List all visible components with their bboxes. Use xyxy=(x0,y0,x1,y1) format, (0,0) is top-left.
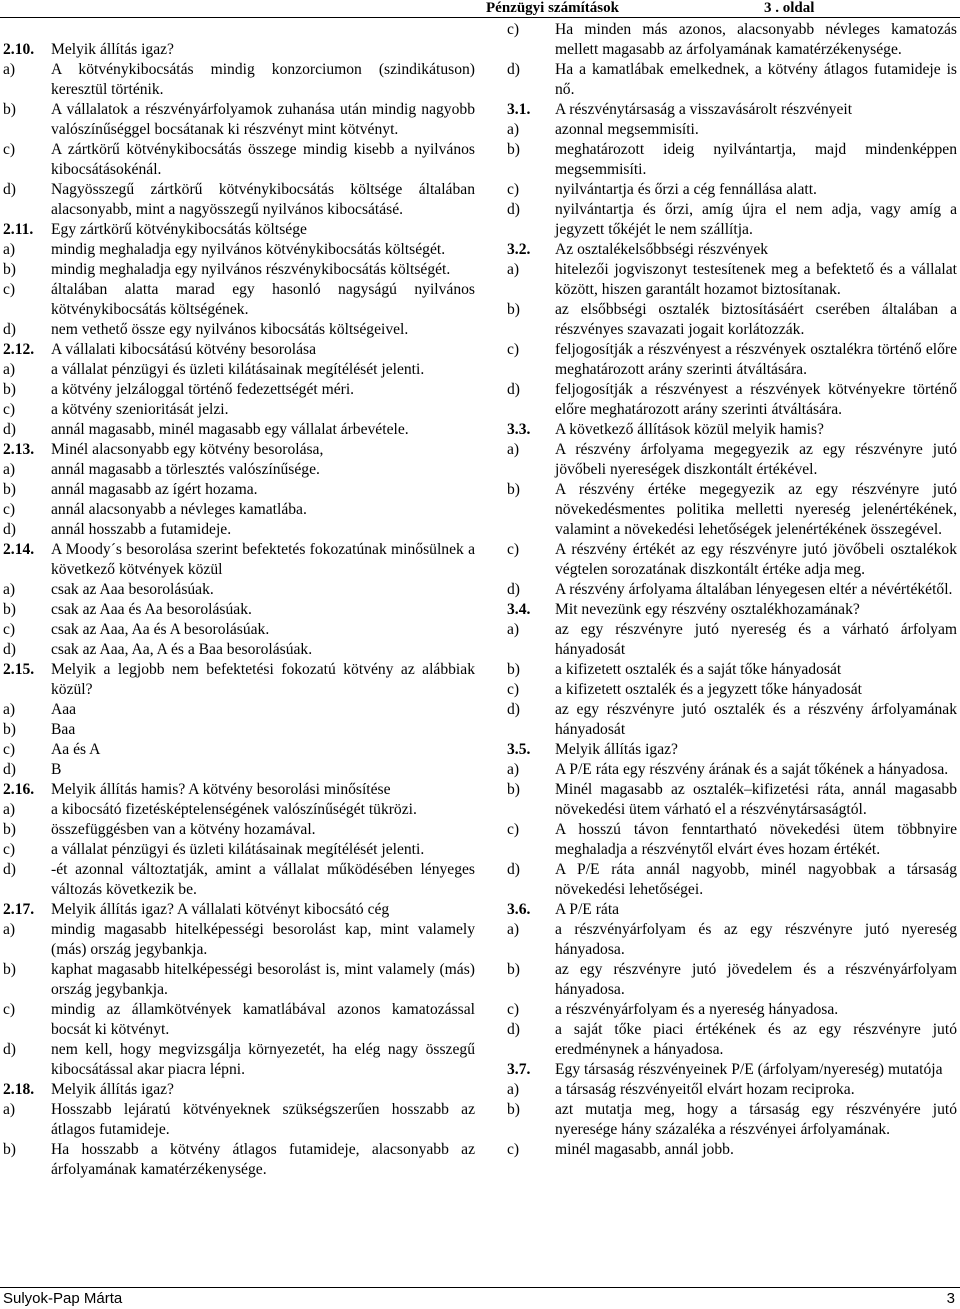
answer-text: a saját tőke piaci értékének és az egy részvényre jutó eredménynek a hányadosa. xyxy=(555,1021,957,1058)
answer-item xyxy=(507,1080,957,1100)
question-number: 2.16. xyxy=(3,781,35,798)
question-item xyxy=(507,240,957,260)
footer-author: Sulyok-Pap Márta xyxy=(3,1290,123,1307)
answer-label: b) xyxy=(3,961,16,978)
answer-item xyxy=(3,240,475,260)
answer-text: Aa és A xyxy=(51,741,101,758)
question-item xyxy=(507,420,957,440)
answer-text: azt mutatja meg, hogy a társaság egy részvényére jutó nyeresége hány százaléka a részvényei árfolyamának. xyxy=(555,1101,957,1138)
answer-text: A részvény értékét az egy részvényre jutó jövőbeli osztalékok végtelen sorozatának diszkontált értéke adja meg. xyxy=(555,541,957,578)
question-item xyxy=(507,740,957,760)
question-text: Minél alacsonyabb egy kötvény besorolása, xyxy=(51,441,324,458)
answer-item xyxy=(3,380,475,400)
header-title: Pénzügyi számítások xyxy=(486,0,619,16)
answer-label: c) xyxy=(3,621,16,638)
answer-text: mindig meghaladja egy nyilvános kötvénykibocsátás költségét. xyxy=(51,241,446,258)
page-footer xyxy=(0,1287,960,1309)
question-number: 3.1. xyxy=(507,101,531,118)
answer-item xyxy=(3,100,475,140)
answer-text: nyilvántartja és őrzi a cég fennállása alatt. xyxy=(555,181,817,198)
answer-text: A hosszú távon fenntartható növekedési ütem többnyire meghaladja a részvénytől elvárt éves hozam értékét. xyxy=(555,821,957,858)
answer-label: b) xyxy=(3,821,16,838)
question-item xyxy=(507,900,957,920)
answer-label: a) xyxy=(507,261,520,278)
answer-item xyxy=(3,1000,475,1040)
answer-item xyxy=(3,580,475,600)
answer-label: b) xyxy=(507,661,520,678)
question-number: 3.7. xyxy=(507,1061,531,1078)
answer-text: Ha minden más azonos, alacsonyabb névleges kamatozás mellett magasabb az árfolyamának kamatérzékenysége. xyxy=(555,21,957,58)
answer-text: a vállalat pénzügyi és üzleti kilátásainak megítélését jelenti. xyxy=(51,841,425,858)
answer-label: b) xyxy=(3,101,16,118)
answer-item xyxy=(507,920,957,960)
answer-label: b) xyxy=(507,301,520,318)
answer-item xyxy=(3,500,475,520)
right-column xyxy=(507,20,957,1160)
answer-label: d) xyxy=(3,641,16,658)
answer-text: Minél magasabb az osztalék–kifizetési ráta, annál magasabb növekedési ütem várható el a részvénytársaságtól. xyxy=(555,781,957,818)
answer-label: c) xyxy=(507,341,520,358)
answer-label: a) xyxy=(507,1081,520,1098)
question-number: 2.15. xyxy=(3,661,35,678)
answer-item xyxy=(507,380,957,420)
question-text: Egy zártkörű kötvénykibocsátás költsége xyxy=(51,221,307,238)
answer-item xyxy=(507,120,957,140)
answer-label: a) xyxy=(507,921,520,938)
answer-label: c) xyxy=(3,1001,16,1018)
question-number: 2.11. xyxy=(3,221,34,238)
answer-text: Nagyösszegű zártkörű kötvénykibocsátás költsége általában alacsonyabb, mint a nagyösszegű nyilvános kibocsátásé. xyxy=(51,181,475,218)
answer-label: c) xyxy=(507,681,520,698)
question-item xyxy=(3,660,475,700)
answer-text: Ha a kamatlábak emelkednek, a kötvény átlagos futamideje is nő. xyxy=(555,61,957,98)
answer-text: A zártkörű kötvénykibocsátás összege mindig kisebb a nyilvános kibocsátásokénál. xyxy=(51,141,475,178)
answer-text: hitelezői jogviszonyt testesítenek meg a befektető és a vállalat között, hiszen garantált hozamot biztosítanak. xyxy=(555,261,957,298)
answer-text: meghatározott ideig nyilvántartja, majd mindenképpen megsemmisíti. xyxy=(555,141,957,178)
answer-item xyxy=(507,680,957,700)
answer-text: a részvényárfolyam és az egy részvényre jutó nyereség hányadosa. xyxy=(555,921,957,958)
answer-label: b) xyxy=(3,381,16,398)
answer-item xyxy=(3,600,475,620)
answer-text: nem kell, hogy megvizsgálja környezetét, ha elég nagy összegű kibocsátással akar piacra lépni. xyxy=(51,1041,475,1078)
answer-label: c) xyxy=(3,741,16,758)
answer-text: csak az Aaa, Aa és A besorolásúak. xyxy=(51,621,270,638)
answer-text: Baa xyxy=(51,721,76,738)
answer-text: az elsőbbségi osztalék biztosításáért cserében általában a részvényes szavazati jogait korlátozzák. xyxy=(555,301,957,338)
question-text: Melyik állítás igaz? A vállalati kötvényt kibocsátó cég xyxy=(51,901,390,918)
answer-label: c) xyxy=(507,1141,520,1158)
question-item xyxy=(3,540,475,580)
answer-text: általában alatta marad egy hasonló nagyságú nyilvános kötvénykibocsátás költségének. xyxy=(51,281,475,318)
answer-label: a) xyxy=(3,61,16,78)
answer-item xyxy=(3,820,475,840)
answer-label: c) xyxy=(3,401,16,418)
answer-item xyxy=(3,480,475,500)
answer-text: csak az Aaa besorolásúak. xyxy=(51,581,214,598)
answer-item xyxy=(3,700,475,720)
answer-label: c) xyxy=(507,21,520,38)
answer-label: d) xyxy=(507,381,520,398)
answer-label: a) xyxy=(507,441,520,458)
answer-label: c) xyxy=(3,141,16,158)
answer-text: feljogosítják a részvényest a részvények osztalékra történő előre meghatározott arány szerinti átváltására. xyxy=(555,341,957,378)
answer-item xyxy=(3,400,475,420)
answer-text: mindig meghaladja egy nyilvános részvénykibocsátás költségét. xyxy=(51,261,451,278)
answer-label: b) xyxy=(3,721,16,738)
answer-text: feljogosítják a részvényest a részvények kötvényekre történő előre meghatározott arány szerinti átváltására. xyxy=(555,381,957,418)
answer-text: a kibocsátó fizetésképtelenségének valószínűségét tükrözi. xyxy=(51,801,417,818)
answer-item xyxy=(507,300,957,340)
answer-text: annál magasabb a törlesztés valószínűsége. xyxy=(51,461,320,478)
answer-label: b) xyxy=(507,481,520,498)
answer-label: a) xyxy=(3,461,16,478)
question-text: Melyik állítás igaz? xyxy=(555,741,678,758)
answer-text: A P/E ráta annál nagyobb, minél nagyobbak a társaság növekedési lehetőségei. xyxy=(555,861,957,898)
answer-label: d) xyxy=(507,201,520,218)
answer-text: A kötvénykibocsátás mindig konzorciumon (szindikátuson) keresztül történik. xyxy=(51,61,475,98)
answer-item xyxy=(3,520,475,540)
answer-label: b) xyxy=(3,601,16,618)
blank-line xyxy=(3,20,475,40)
answer-item xyxy=(3,60,475,100)
answer-item xyxy=(507,200,957,240)
question-item xyxy=(3,40,475,60)
answer-label: c) xyxy=(3,501,16,518)
answer-item xyxy=(3,260,475,280)
answer-label: b) xyxy=(3,481,16,498)
question-item xyxy=(3,780,475,800)
question-text: A vállalati kibocsátású kötvény besorolása xyxy=(51,341,317,358)
answer-text: annál hosszabb a futamideje. xyxy=(51,521,232,538)
question-item xyxy=(3,220,475,240)
answer-text: Hosszabb lejáratú kötvényeknek szükségszerűen hosszabb az átlagos futamideje. xyxy=(51,1101,475,1138)
answer-text: az egy részvényre jutó jövedelem és a részvényárfolyam hányadosa. xyxy=(555,961,957,998)
answer-text: összefüggésben van a kötvény hozamával. xyxy=(51,821,316,838)
answer-item xyxy=(507,260,957,300)
question-item xyxy=(3,440,475,460)
answer-text: -ét azonnal változtatják, amint a vállalat működésében lényeges változás következik be. xyxy=(51,861,475,898)
answer-label: a) xyxy=(3,581,16,598)
footer-page-number: 3 xyxy=(946,1290,955,1307)
question-item xyxy=(3,1080,475,1100)
question-text: A Moody´s besorolása szerint befektetés fokozatúnak minősülnek a következő kötvények közül xyxy=(51,541,475,578)
answer-label: b) xyxy=(507,1101,520,1118)
left-column xyxy=(3,20,475,1180)
answer-item xyxy=(3,860,475,900)
question-text: Melyik állítás hamis? A kötvény besorolási minősítése xyxy=(51,781,391,798)
answer-label: d) xyxy=(3,321,16,338)
question-text: Az osztalékelsőbbségi részvények xyxy=(555,241,769,258)
answer-text: minél magasabb, annál jobb. xyxy=(555,1141,734,1158)
question-text: Egy társaság részvényeinek P/E (árfolyam/nyereség) mutatója xyxy=(555,1061,943,1078)
answer-item xyxy=(507,1100,957,1140)
answer-text: csak az Aaa és Aa besorolásúak. xyxy=(51,601,252,618)
answer-text: A részvény árfolyama általában lényegesen eltér a névértékétől. xyxy=(555,581,953,598)
answer-text: nem vethető össze egy nyilvános kibocsátás költségeivel. xyxy=(51,321,409,338)
answer-label: d) xyxy=(507,861,520,878)
answer-text: a vállalat pénzügyi és üzleti kilátásainak megítélését jelenti. xyxy=(51,361,425,378)
answer-label: a) xyxy=(3,241,16,258)
answer-text: annál magasabb, minél magasabb egy vállalat árbevétele. xyxy=(51,421,409,438)
answer-label: d) xyxy=(507,701,520,718)
answer-label: c) xyxy=(507,821,520,838)
answer-text: A részvény értéke megegyezik az egy részvényre jutó növekedésmentes politika melletti nyereség jelenértékének, valamint a növekedési lehetőségek jelenértékének összegével. xyxy=(555,481,957,538)
question-item xyxy=(3,900,475,920)
answer-item xyxy=(507,440,957,480)
answer-text: azonnal megsemmisíti. xyxy=(555,121,699,138)
answer-item xyxy=(507,480,957,540)
answer-label: a) xyxy=(507,761,520,778)
answer-label: c) xyxy=(3,281,16,298)
answer-label: d) xyxy=(3,761,16,778)
answer-item xyxy=(507,660,957,680)
answer-label: b) xyxy=(507,781,520,798)
answer-label: d) xyxy=(3,181,16,198)
answer-item xyxy=(3,800,475,820)
answer-item xyxy=(3,840,475,860)
answer-item xyxy=(507,860,957,900)
question-number: 2.18. xyxy=(3,1081,35,1098)
header-page-label: 3 . oldal xyxy=(764,0,815,16)
answer-label: d) xyxy=(507,1021,520,1038)
answer-text: a kötvény jelzáloggal történő fedezettségét méri. xyxy=(51,381,355,398)
answer-item xyxy=(507,760,957,780)
answer-text: mindig az államkötvények kamatlábával azonos kamatozással bocsát ki kötvényt. xyxy=(51,1001,475,1038)
answer-item xyxy=(507,820,957,860)
answer-label: a) xyxy=(3,1101,16,1118)
answer-text: annál alacsonyabb a névleges kamatlába. xyxy=(51,501,307,518)
answer-label: c) xyxy=(507,181,520,198)
answer-item xyxy=(3,960,475,1000)
question-number: 2.10. xyxy=(3,41,35,58)
answer-item xyxy=(3,620,475,640)
question-number: 3.5. xyxy=(507,741,531,758)
answer-item xyxy=(3,280,475,320)
answer-text: a társaság részvényeitől elvárt hozam reciproka. xyxy=(555,1081,855,1098)
answer-item xyxy=(3,920,475,960)
answer-item xyxy=(3,720,475,740)
answer-item xyxy=(507,540,957,580)
question-item xyxy=(507,100,957,120)
answer-text: csak az Aaa, Aa, A és a Baa besorolásúak. xyxy=(51,641,313,658)
answer-text: az egy részvényre jutó nyereség és a várható árfolyam hányadosát xyxy=(555,621,957,658)
answer-item xyxy=(507,1140,957,1160)
answer-label: c) xyxy=(3,841,16,858)
answer-label: d) xyxy=(3,421,16,438)
question-text: A következő állítások közül melyik hamis? xyxy=(555,421,824,438)
answer-text: a kötvény szenioritását jelzi. xyxy=(51,401,229,418)
answer-item xyxy=(507,180,957,200)
answer-text: a részvényárfolyam és a nyereség hányadosa. xyxy=(555,1001,839,1018)
question-item xyxy=(507,1060,957,1080)
answer-item xyxy=(3,1140,475,1180)
answer-item xyxy=(507,1020,957,1060)
header-rule xyxy=(0,17,960,18)
question-text: Melyik a legjobb nem befektetési fokozatú kötvény az alábbiak közül? xyxy=(51,661,475,698)
question-number: 3.4. xyxy=(507,601,531,618)
answer-text: nyilvántartja és őrzi, amíg újra el nem adja, vagy amíg a jegyzett tőkéjét le nem szállítja. xyxy=(555,201,957,238)
answer-item xyxy=(507,780,957,820)
answer-item xyxy=(3,420,475,440)
question-text: A P/E ráta xyxy=(555,901,620,918)
question-text: Mit nevezünk egy részvény osztalékhozamának? xyxy=(555,601,860,618)
question-item xyxy=(3,340,475,360)
answer-text: B xyxy=(51,761,62,778)
answer-item xyxy=(3,740,475,760)
question-number: 3.2. xyxy=(507,241,531,258)
answer-label: c) xyxy=(507,541,520,558)
answer-item xyxy=(507,60,957,100)
answer-label: b) xyxy=(507,961,520,978)
answer-label: b) xyxy=(3,1141,16,1158)
answer-label: b) xyxy=(507,141,520,158)
question-number: 2.12. xyxy=(3,341,35,358)
answer-label: a) xyxy=(3,921,16,938)
answer-item xyxy=(3,460,475,480)
answer-text: A P/E ráta egy részvény árának és a saját tőkének a hányadosa. xyxy=(555,761,949,778)
answer-item xyxy=(3,180,475,220)
question-number: 3.3. xyxy=(507,421,531,438)
answer-label: d) xyxy=(3,1041,16,1058)
answer-label: c) xyxy=(507,1001,520,1018)
answer-text: a kifizetett osztalék és a jegyzett tőke hányadosát xyxy=(555,681,862,698)
question-number: 2.13. xyxy=(3,441,35,458)
answer-text: kaphat magasabb hitelképességi besorolást is, mint valamely (más) ország jegybankja. xyxy=(51,961,475,998)
answer-label: d) xyxy=(3,521,16,538)
question-item xyxy=(507,600,957,620)
question-text: Melyik állítás igaz? xyxy=(51,41,174,58)
answer-item xyxy=(507,700,957,740)
answer-item xyxy=(507,580,957,600)
answer-item xyxy=(507,140,957,180)
answer-text: Ha hosszabb a kötvény átlagos futamideje, alacsonyabb az árfolyamának kamatérzékenysége. xyxy=(51,1141,475,1178)
answer-text: mindig magasabb hitelképességi besorolást kap, mint valamely (más) ország jegybankja. xyxy=(51,921,475,958)
answer-item xyxy=(507,1000,957,1020)
answer-item xyxy=(507,340,957,380)
question-number: 3.6. xyxy=(507,901,531,918)
footer-rule xyxy=(0,1287,960,1288)
answer-label: d) xyxy=(3,861,16,878)
page-header xyxy=(0,0,960,18)
question-number: 2.14. xyxy=(3,541,35,558)
answer-item xyxy=(3,760,475,780)
answer-text: az egy részvényre jutó osztalék és a részvény árfolyamának hányadosát xyxy=(555,701,957,738)
answer-item xyxy=(507,620,957,660)
answer-label: a) xyxy=(3,801,16,818)
answer-text: A részvény árfolyama megegyezik az egy részvényre jutó jövőbeli nyereségek diszkontált értékével. xyxy=(555,441,957,478)
answer-text: Aaa xyxy=(51,701,77,718)
answer-label: d) xyxy=(507,581,520,598)
answer-item xyxy=(3,1100,475,1140)
answer-label: a) xyxy=(3,701,16,718)
answer-label: a) xyxy=(507,621,520,638)
answer-item xyxy=(507,960,957,1000)
answer-label: d) xyxy=(507,61,520,78)
answer-label: a) xyxy=(3,361,16,378)
answer-item xyxy=(3,1040,475,1080)
answer-text: A vállalatok a részvényárfolyamok zuhanása után mindig nagyobb valószínűséggel bocsátanak ki részvényt mint kötvényt. xyxy=(51,101,475,138)
question-text: Melyik állítás igaz? xyxy=(51,1081,174,1098)
answer-text: annál magasabb az ígért hozama. xyxy=(51,481,258,498)
answer-item xyxy=(507,20,957,60)
question-number: 2.17. xyxy=(3,901,35,918)
answer-text: a kifizetett osztalék és a saját tőke hányadosát xyxy=(555,661,842,678)
answer-label: a) xyxy=(507,121,520,138)
answer-item xyxy=(3,320,475,340)
answer-item xyxy=(3,140,475,180)
answer-label: b) xyxy=(3,261,16,278)
question-text: A részvénytársaság a visszavásárolt részvényeit xyxy=(555,101,853,118)
answer-item xyxy=(3,360,475,380)
answer-item xyxy=(3,640,475,660)
